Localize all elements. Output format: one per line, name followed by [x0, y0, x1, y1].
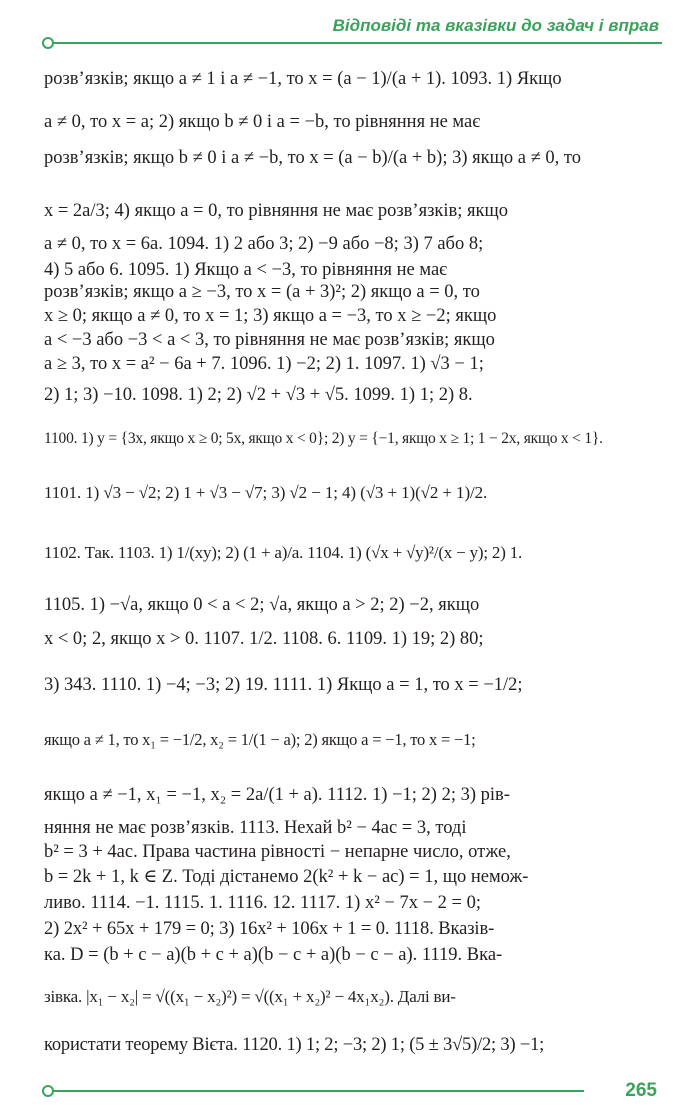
- text-line: 3) 343. 1110. 1) −4; −3; 2) 19. 1111. 1) Якщо a = 1, то x = −1/2;: [44, 675, 523, 695]
- text-line: няння не має розв’язків. 1113. Нехай b² − 4ac = 3, тоді: [44, 818, 467, 838]
- text-line: a ≥ 3, то x = a² − 6a + 7. 1096. 1) −2; 2) 1. 1097. 1) √3 − 1;: [44, 354, 484, 374]
- header-rule-circle: [42, 37, 54, 49]
- text-line: b² = 3 + 4ac. Права частина рівності − непарне число, отже,: [44, 842, 511, 862]
- header-rule: [52, 42, 662, 44]
- text-line: a < −3 або −3 < a < 3, то рівняння не має розв’язків; якщо: [44, 330, 495, 350]
- text-line: користати теорему Вієта. 1120. 1) 1; 2; −3; 2) 1; (5 ± 3√5)/2; 3) −1;: [44, 1035, 545, 1055]
- text-line: x ≥ 0; якщо a ≠ 0, то x = 1; 3) якщо a = −3, то x ≥ −2; якщо: [44, 306, 497, 326]
- text-line: 2) 2x² + 65x + 179 = 0; 3) 16x² + 106x + 1 = 0. 1118. Вказів-: [44, 919, 495, 939]
- text-line: зівка. |x₁ − x₂| = √((x₁ − x₂)²) = √((x₁ + x₂)² − 4x₁x₂). Далі ви-: [44, 987, 456, 1006]
- page-number: 265: [625, 1080, 657, 1101]
- text-line: a ≠ 0, то x = 6a. 1094. 1) 2 або 3; 2) −9 або −8; 3) 7 або 8;: [44, 234, 484, 254]
- footer-rule-circle: [42, 1085, 54, 1097]
- text-line: ливо. 1114. −1. 1115. 1. 1116. 12. 1117. 1) x² − 7x − 2 = 0;: [44, 893, 481, 913]
- text-line: x < 0; 2, якщо x > 0. 1107. 1/2. 1108. 6. 1109. 1) 19; 2) 80;: [44, 629, 484, 649]
- text-line: 1102. Так. 1103. 1) 1/(xy); 2) (1 + a)/a. 1104. 1) (√x + √y)²/(x − y); 2) 1.: [44, 543, 523, 562]
- text-line: розв’язків; якщо a ≥ −3, то x = (a + 3)²; 2) якщо a = 0, то: [44, 282, 480, 302]
- text-line: розв’язків; якщо a ≠ 1 і a ≠ −1, то x = (a − 1)/(a + 1). 1093. 1) Якщо: [44, 69, 562, 89]
- text-line: якщо a ≠ 1, то x₁ = −1/2, x₂ = 1/(1 − a); 2) якщо a = −1, то x = −1;: [44, 730, 476, 749]
- text-line: 4) 5 або 6. 1095. 1) Якщо a < −3, то рівняння не має: [44, 260, 448, 280]
- text-line: x = 2a/3; 4) якщо a = 0, то рівняння не має розв’язків; якщо: [44, 201, 509, 221]
- text-line: 2) 1; 3) −10. 1098. 1) 2; 2) √2 + √3 + √5. 1099. 1) 1; 2) 8.: [44, 385, 473, 405]
- footer-rule: [52, 1090, 584, 1092]
- text-line: 1101. 1) √3 − √2; 2) 1 + √3 − √7; 3) √2 − 1; 4) (√3 + 1)(√2 + 1)/2.: [44, 483, 488, 502]
- text-line: a ≠ 0, то x = a; 2) якщо b ≠ 0 і a = −b, то рівняння не має: [44, 112, 481, 132]
- text-line: 1100. 1) y = {3x, якщо x ≥ 0; 5x, якщо x < 0}; 2) y = {−1, якщо x ≥ 1; 1 − 2x, якщо x < 1}.: [44, 430, 603, 447]
- text-line: 1105. 1) −√a, якщо 0 < a < 2; √a, якщо a > 2; 2) −2, якщо: [44, 595, 480, 615]
- text-line: ка. D = (b + c − a)(b + c + a)(b − c + a)(b − c − a). 1119. Вка-: [44, 945, 503, 965]
- text-line: b = 2k + 1, k ∈ Z. Тоді дістанемо 2(k² + k − ac) = 1, що немож-: [44, 867, 529, 887]
- running-header-title: Відповіді та вказівки до задач і вправ: [332, 16, 659, 35]
- text-line: розв’язків; якщо b ≠ 0 і a ≠ −b, то x = (a − b)/(a + b); 3) якщо a ≠ 0, то: [44, 148, 581, 168]
- text-line: якщо a ≠ −1, x₁ = −1, x₂ = 2a/(1 + a). 1112. 1) −1; 2) 2; 3) рів-: [44, 785, 510, 805]
